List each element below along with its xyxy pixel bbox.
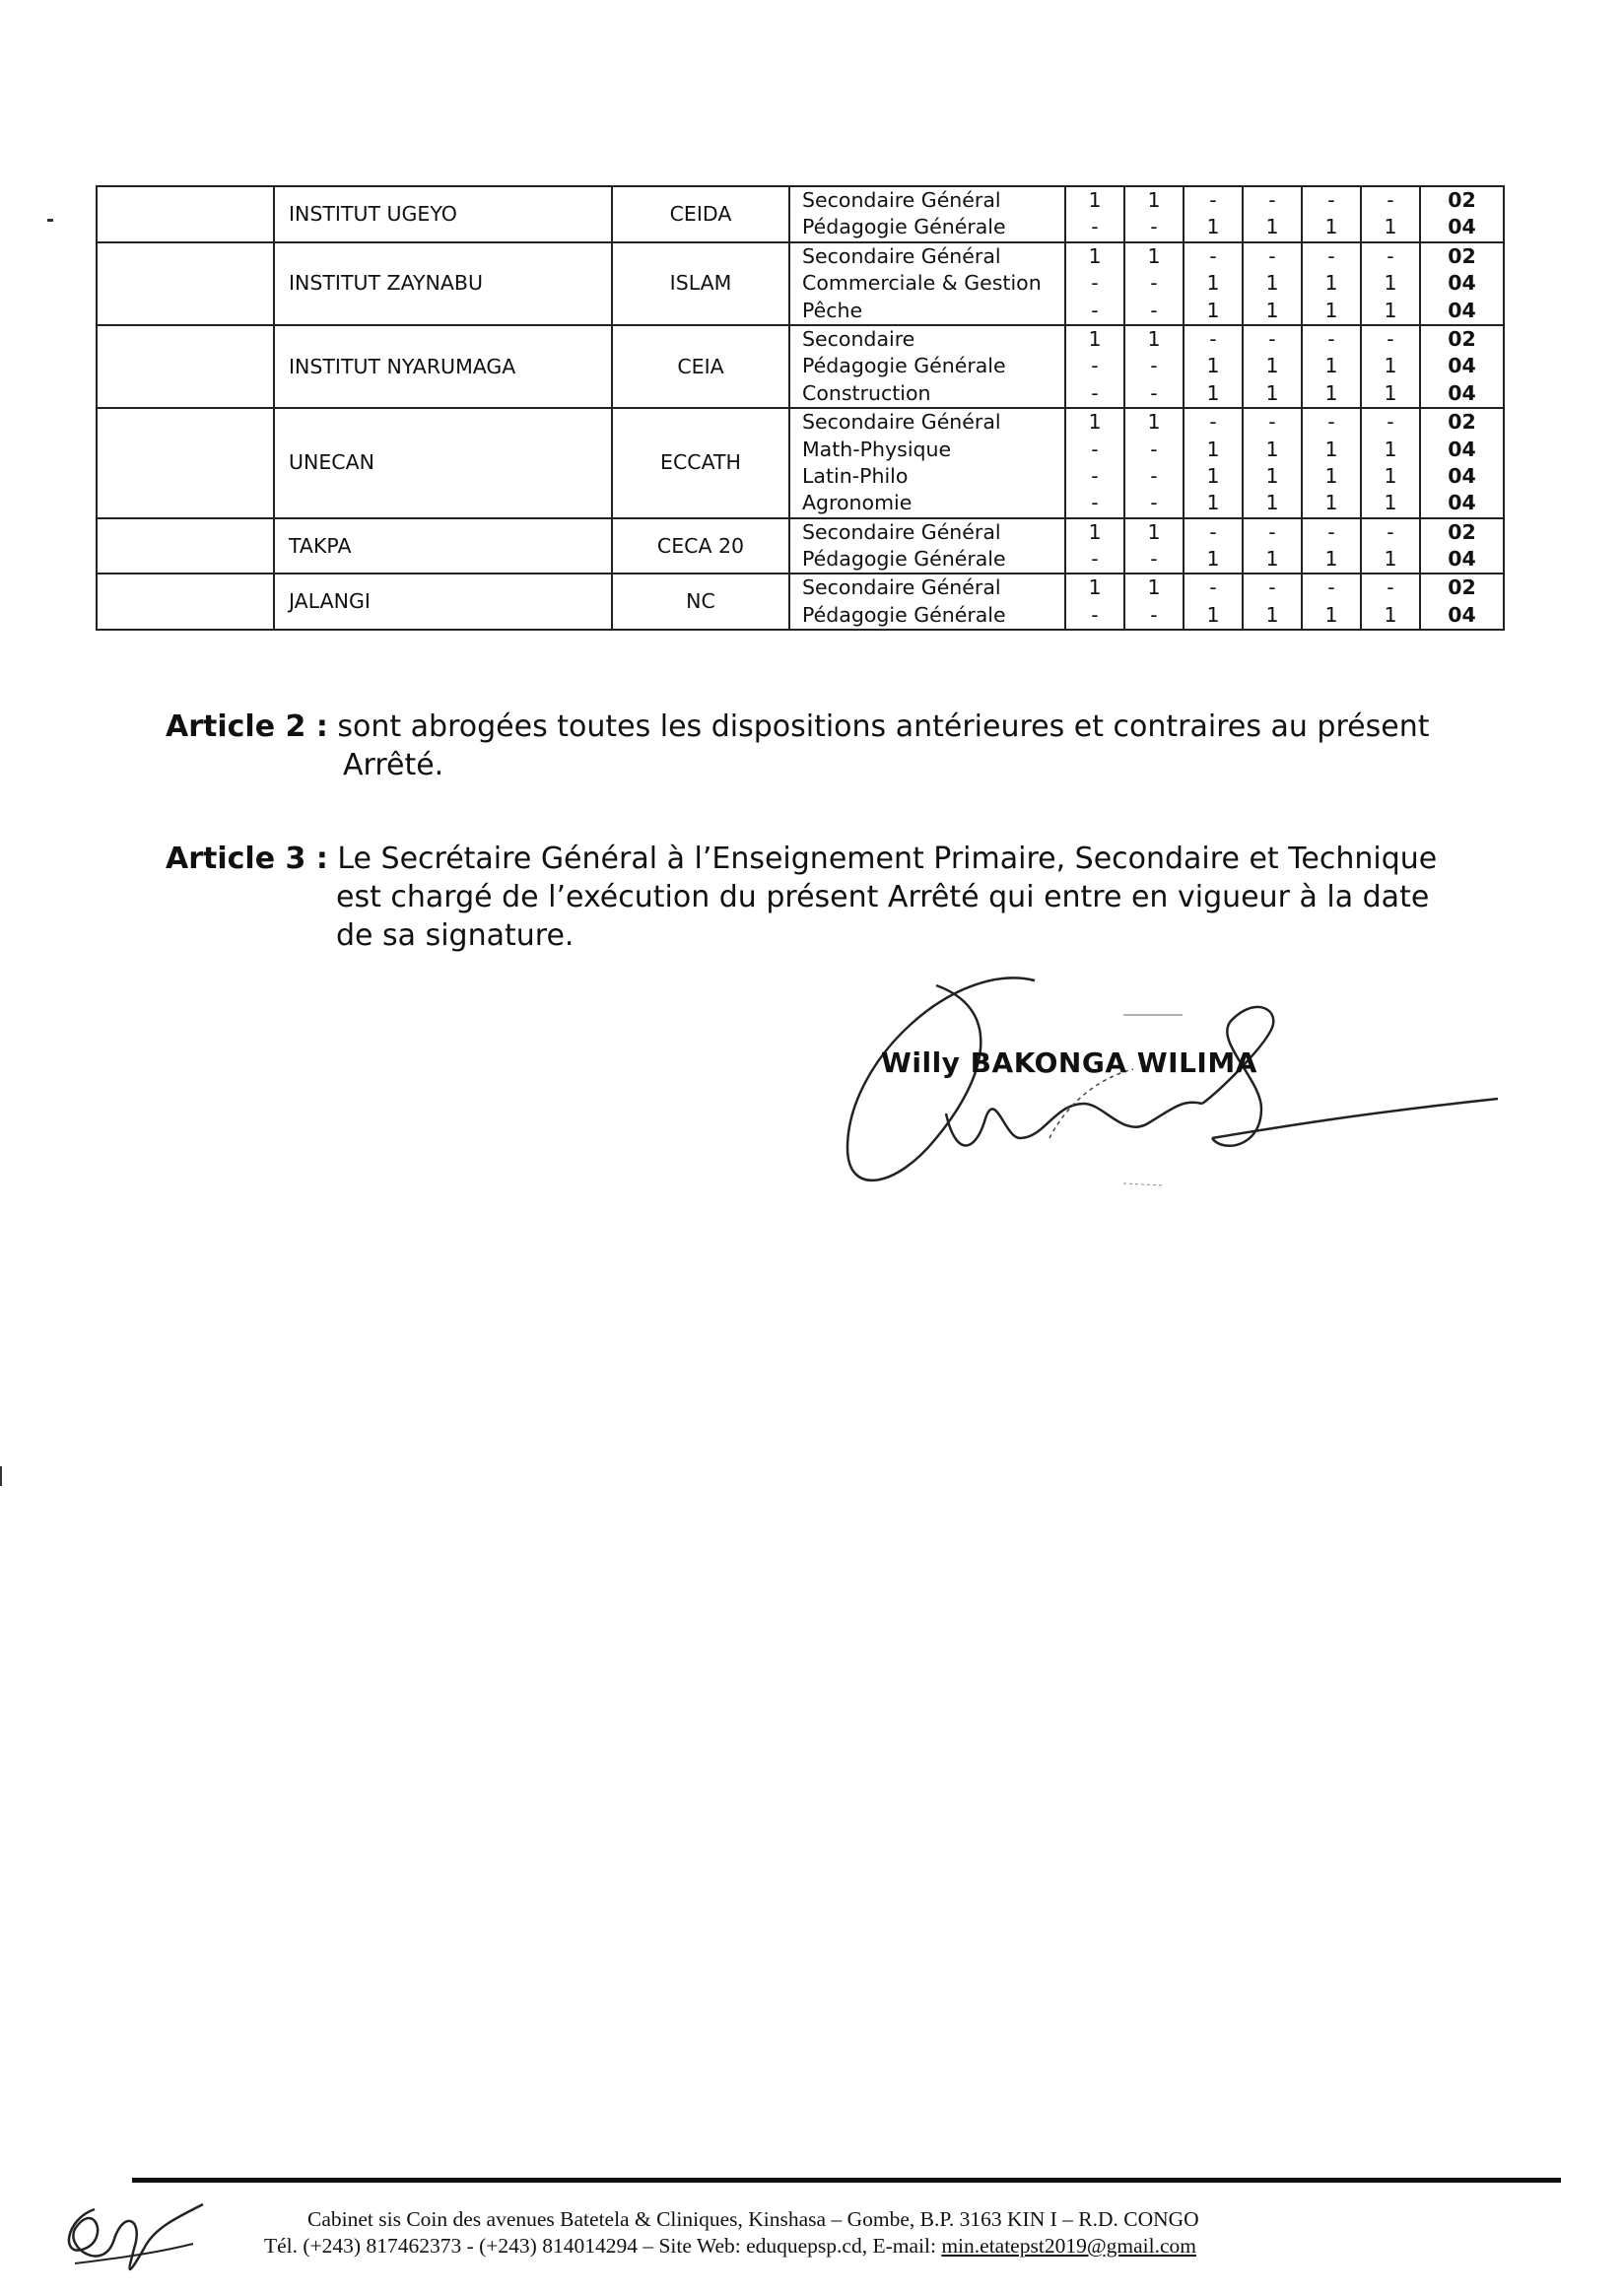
class-count-cell	[1065, 574, 1124, 630]
class-count: -	[1150, 271, 1158, 296]
class-count: -	[1387, 519, 1394, 544]
convention-cell: ISLAM	[612, 242, 789, 325]
class-count-cell	[1243, 574, 1302, 630]
class-count: 1	[1384, 271, 1397, 296]
option-name: Agronomie	[802, 491, 913, 515]
class-count: -	[1268, 575, 1276, 600]
option-name: Pédagogie Générale	[802, 354, 1006, 378]
class-count-cell	[1361, 574, 1420, 630]
class-count-cell	[1243, 242, 1302, 325]
table-row	[97, 325, 1504, 408]
total-value: 04	[1448, 380, 1476, 405]
class-count: 1	[1147, 575, 1161, 600]
class-count: 1	[1265, 547, 1279, 572]
footer-address: Cabinet sis Coin des avenues Batetela & Cliniques, Kinshasa – Gombe, B.P. 3163 KIN I – R.D. CONGO	[307, 2207, 1199, 2231]
article-3-text-line3: de sa signature.	[336, 918, 575, 953]
class-count-cell	[1361, 242, 1420, 325]
class-count: -	[1091, 437, 1099, 461]
class-count: 1	[1384, 298, 1397, 322]
class-count-cell	[1302, 574, 1361, 630]
class-count: 1	[1384, 215, 1397, 239]
class-count: -	[1209, 243, 1217, 268]
class-count: 1	[1147, 410, 1161, 435]
total-cell	[1420, 408, 1504, 518]
article-3-text-line2: est chargé de l’exécution du présent Arrêté qui entre en vigueur à la date	[336, 880, 1430, 914]
class-count: 1	[1206, 298, 1220, 322]
class-count-cell	[1065, 325, 1124, 408]
class-count-cell	[1302, 186, 1361, 242]
article-3	[166, 840, 1447, 955]
schools-table-body	[97, 186, 1504, 630]
convention-cell: CEIA	[612, 325, 789, 408]
total-cell	[1420, 518, 1504, 574]
class-count: 1	[1384, 380, 1397, 405]
class-count: 1	[1384, 602, 1397, 627]
class-count-cell	[1184, 574, 1243, 630]
options-cell	[789, 242, 1065, 325]
school-name-cell: JALANGI	[274, 574, 612, 630]
class-count: 1	[1147, 519, 1161, 544]
class-count-cell	[1361, 325, 1420, 408]
school-name-cell: INSTITUT ZAYNABU	[274, 242, 612, 325]
class-count: 1	[1265, 437, 1279, 461]
class-count-cell	[1124, 518, 1184, 574]
option-name: Latin-Philo	[802, 463, 909, 488]
class-count: -	[1327, 519, 1335, 544]
class-count: -	[1091, 602, 1099, 627]
class-count: 1	[1384, 437, 1397, 461]
scan-mark	[47, 219, 53, 222]
class-count: -	[1091, 547, 1099, 572]
class-count-cell	[1243, 518, 1302, 574]
option-name: Math-Physique	[802, 437, 952, 461]
class-count: 1	[1384, 547, 1397, 572]
total-value: 02	[1448, 188, 1476, 212]
class-count: 1	[1265, 215, 1279, 239]
class-count: 1	[1324, 437, 1338, 461]
class-count: -	[1091, 463, 1099, 488]
class-count: 1	[1324, 463, 1338, 488]
class-count: -	[1327, 188, 1335, 212]
article-2-text-line1: sont abrogées toutes les dispositions antérieures et contraires au présent	[337, 709, 1430, 744]
class-count: 1	[1324, 215, 1338, 239]
class-count-cell	[1124, 408, 1184, 518]
class-count: -	[1150, 463, 1158, 488]
class-count: -	[1091, 380, 1099, 405]
class-count: 1	[1265, 463, 1279, 488]
class-count-cell	[1243, 325, 1302, 408]
initials-scribble	[55, 2190, 252, 2288]
class-count-cell	[1124, 574, 1184, 630]
options-cell	[789, 518, 1065, 574]
class-count: -	[1091, 491, 1099, 515]
option-name: Pédagogie Générale	[802, 215, 1006, 239]
class-count: -	[1387, 188, 1394, 212]
class-count-cell	[1243, 186, 1302, 242]
class-count: 1	[1265, 602, 1279, 627]
class-count: -	[1327, 575, 1335, 600]
blank-cell	[97, 574, 274, 630]
class-count-cell	[1065, 242, 1124, 325]
class-count-cell	[1184, 186, 1243, 242]
class-count-cell	[1065, 186, 1124, 242]
class-count-cell	[1243, 408, 1302, 518]
class-count: 1	[1265, 491, 1279, 515]
class-count: -	[1209, 519, 1217, 544]
table-row	[97, 408, 1504, 518]
class-count: -	[1387, 326, 1394, 351]
class-count: -	[1150, 602, 1158, 627]
class-count-cell	[1065, 408, 1124, 518]
class-count: -	[1268, 410, 1276, 435]
class-count: -	[1150, 437, 1158, 461]
option-name: Pédagogie Générale	[802, 602, 1006, 627]
class-count: -	[1150, 380, 1158, 405]
total-value: 02	[1448, 575, 1476, 600]
article-2	[166, 708, 1447, 784]
option-name: Pédagogie Générale	[802, 547, 1006, 572]
class-count: -	[1327, 410, 1335, 435]
class-count: 1	[1384, 463, 1397, 488]
class-count: 1	[1206, 547, 1220, 572]
blank-cell	[97, 186, 274, 242]
blank-cell	[97, 518, 274, 574]
class-count: -	[1387, 575, 1394, 600]
class-count: 1	[1324, 547, 1338, 572]
total-value: 02	[1448, 410, 1476, 435]
options-cell	[789, 574, 1065, 630]
convention-cell: CECA 20	[612, 518, 789, 574]
total-value: 04	[1448, 271, 1476, 296]
school-name-cell: UNECAN	[274, 408, 612, 518]
class-count: -	[1091, 215, 1099, 239]
class-count: 1	[1147, 188, 1161, 212]
options-cell	[789, 325, 1065, 408]
class-count: -	[1209, 410, 1217, 435]
convention-cell: ECCATH	[612, 408, 789, 518]
class-count: 1	[1088, 575, 1102, 600]
total-value: 04	[1448, 602, 1476, 627]
class-count: -	[1091, 354, 1099, 378]
class-count: 1	[1384, 354, 1397, 378]
class-count: 1	[1265, 380, 1279, 405]
class-count: 1	[1265, 298, 1279, 322]
class-count: -	[1327, 326, 1335, 351]
class-count: -	[1091, 271, 1099, 296]
option-name: Secondaire Général	[802, 188, 1001, 212]
total-value: 04	[1448, 491, 1476, 515]
class-count-cell	[1184, 518, 1243, 574]
class-count: -	[1150, 547, 1158, 572]
option-name: Secondaire Général	[802, 575, 1001, 600]
class-count: -	[1209, 188, 1217, 212]
class-count: 1	[1324, 271, 1338, 296]
total-value: 04	[1448, 354, 1476, 378]
class-count: -	[1209, 326, 1217, 351]
class-count: 1	[1088, 188, 1102, 212]
total-value: 02	[1448, 326, 1476, 351]
option-name: Commerciale & Gestion	[802, 271, 1042, 296]
total-cell	[1420, 325, 1504, 408]
signature-scribble	[808, 941, 1518, 1276]
class-count-cell	[1302, 408, 1361, 518]
blank-cell	[97, 408, 274, 518]
class-count-cell	[1302, 242, 1361, 325]
class-count: -	[1387, 410, 1394, 435]
class-count: -	[1268, 243, 1276, 268]
class-count: -	[1387, 243, 1394, 268]
class-count: 1	[1206, 463, 1220, 488]
options-cell	[789, 408, 1065, 518]
blank-cell	[97, 242, 274, 325]
article-3-text-line1: Le Secrétaire Général à l’Enseignement Primaire, Secondaire et Technique	[337, 842, 1438, 876]
total-value: 04	[1448, 547, 1476, 572]
class-count-cell	[1302, 325, 1361, 408]
class-count: 1	[1324, 602, 1338, 627]
article-2-label: Article 2 :	[166, 709, 328, 744]
class-count: 1	[1147, 326, 1161, 351]
class-count: 1	[1324, 380, 1338, 405]
total-value: 04	[1448, 298, 1476, 322]
footer-rule	[132, 2178, 1561, 2183]
class-count: 1	[1206, 271, 1220, 296]
class-count: 1	[1088, 410, 1102, 435]
total-value: 02	[1448, 519, 1476, 544]
total-cell	[1420, 186, 1504, 242]
class-count-cell	[1184, 408, 1243, 518]
scan-mark	[0, 1466, 2, 1486]
class-count: 1	[1206, 215, 1220, 239]
article-3-label: Article 3 :	[166, 842, 328, 876]
class-count: 1	[1324, 298, 1338, 322]
article-2-text-line2: Arrêté.	[343, 748, 444, 782]
table-row	[97, 186, 1504, 242]
option-name: Pêche	[802, 298, 863, 322]
class-count: -	[1150, 298, 1158, 322]
class-count: 1	[1265, 271, 1279, 296]
class-count: 1	[1147, 243, 1161, 268]
class-count: 1	[1206, 602, 1220, 627]
class-count: -	[1268, 519, 1276, 544]
class-count: 1	[1265, 354, 1279, 378]
school-name-cell: INSTITUT UGEYO	[274, 186, 612, 242]
class-count: -	[1268, 326, 1276, 351]
table-row	[97, 574, 1504, 630]
option-name: Secondaire Général	[802, 243, 1001, 268]
class-count: 1	[1206, 437, 1220, 461]
total-cell	[1420, 574, 1504, 630]
class-count-cell	[1302, 518, 1361, 574]
class-count: 1	[1206, 380, 1220, 405]
class-count-cell	[1065, 518, 1124, 574]
option-name: Secondaire	[802, 326, 915, 351]
class-count: -	[1209, 575, 1217, 600]
option-name: Construction	[802, 380, 931, 405]
total-value: 02	[1448, 243, 1476, 268]
total-cell	[1420, 242, 1504, 325]
option-name: Secondaire Général	[802, 410, 1001, 435]
total-value: 04	[1448, 437, 1476, 461]
option-name: Secondaire Général	[802, 519, 1001, 544]
class-count-cell	[1361, 518, 1420, 574]
class-count-cell	[1361, 408, 1420, 518]
class-count: -	[1150, 491, 1158, 515]
class-count: 1	[1384, 491, 1397, 515]
class-count: 1	[1088, 243, 1102, 268]
class-count: 1	[1206, 491, 1220, 515]
class-count: 1	[1206, 354, 1220, 378]
class-count-cell	[1184, 325, 1243, 408]
class-count: -	[1150, 354, 1158, 378]
total-value: 04	[1448, 215, 1476, 239]
class-count: 1	[1088, 519, 1102, 544]
school-name-cell: INSTITUT NYARUMAGA	[274, 325, 612, 408]
convention-cell: CEIDA	[612, 186, 789, 242]
table-row	[97, 518, 1504, 574]
school-name-cell: TAKPA	[274, 518, 612, 574]
class-count: -	[1268, 188, 1276, 212]
class-count-cell	[1124, 325, 1184, 408]
options-cell	[789, 186, 1065, 242]
class-count: -	[1327, 243, 1335, 268]
class-count-cell	[1124, 242, 1184, 325]
class-count: 1	[1088, 326, 1102, 351]
blank-cell	[97, 325, 274, 408]
class-count: -	[1091, 298, 1099, 322]
class-count-cell	[1184, 242, 1243, 325]
class-count: 1	[1324, 354, 1338, 378]
signer-name: Willy BAKONGA WILIMA	[881, 1046, 1257, 1079]
footer-phone-site: Tél. (+243) 817462373 - (+243) 814014294 – Site Web: eduquepsp.cd, E-mail:	[264, 2234, 942, 2258]
class-count: 1	[1324, 491, 1338, 515]
convention-cell: NC	[612, 574, 789, 630]
schools-table	[96, 185, 1505, 631]
footer-contact	[264, 2234, 1196, 2259]
class-count: -	[1150, 215, 1158, 239]
footer-email-link[interactable]: min.etatepst2019@gmail.com	[941, 2234, 1196, 2258]
total-value: 04	[1448, 463, 1476, 488]
class-count-cell	[1361, 186, 1420, 242]
table-row	[97, 242, 1504, 325]
class-count-cell	[1124, 186, 1184, 242]
